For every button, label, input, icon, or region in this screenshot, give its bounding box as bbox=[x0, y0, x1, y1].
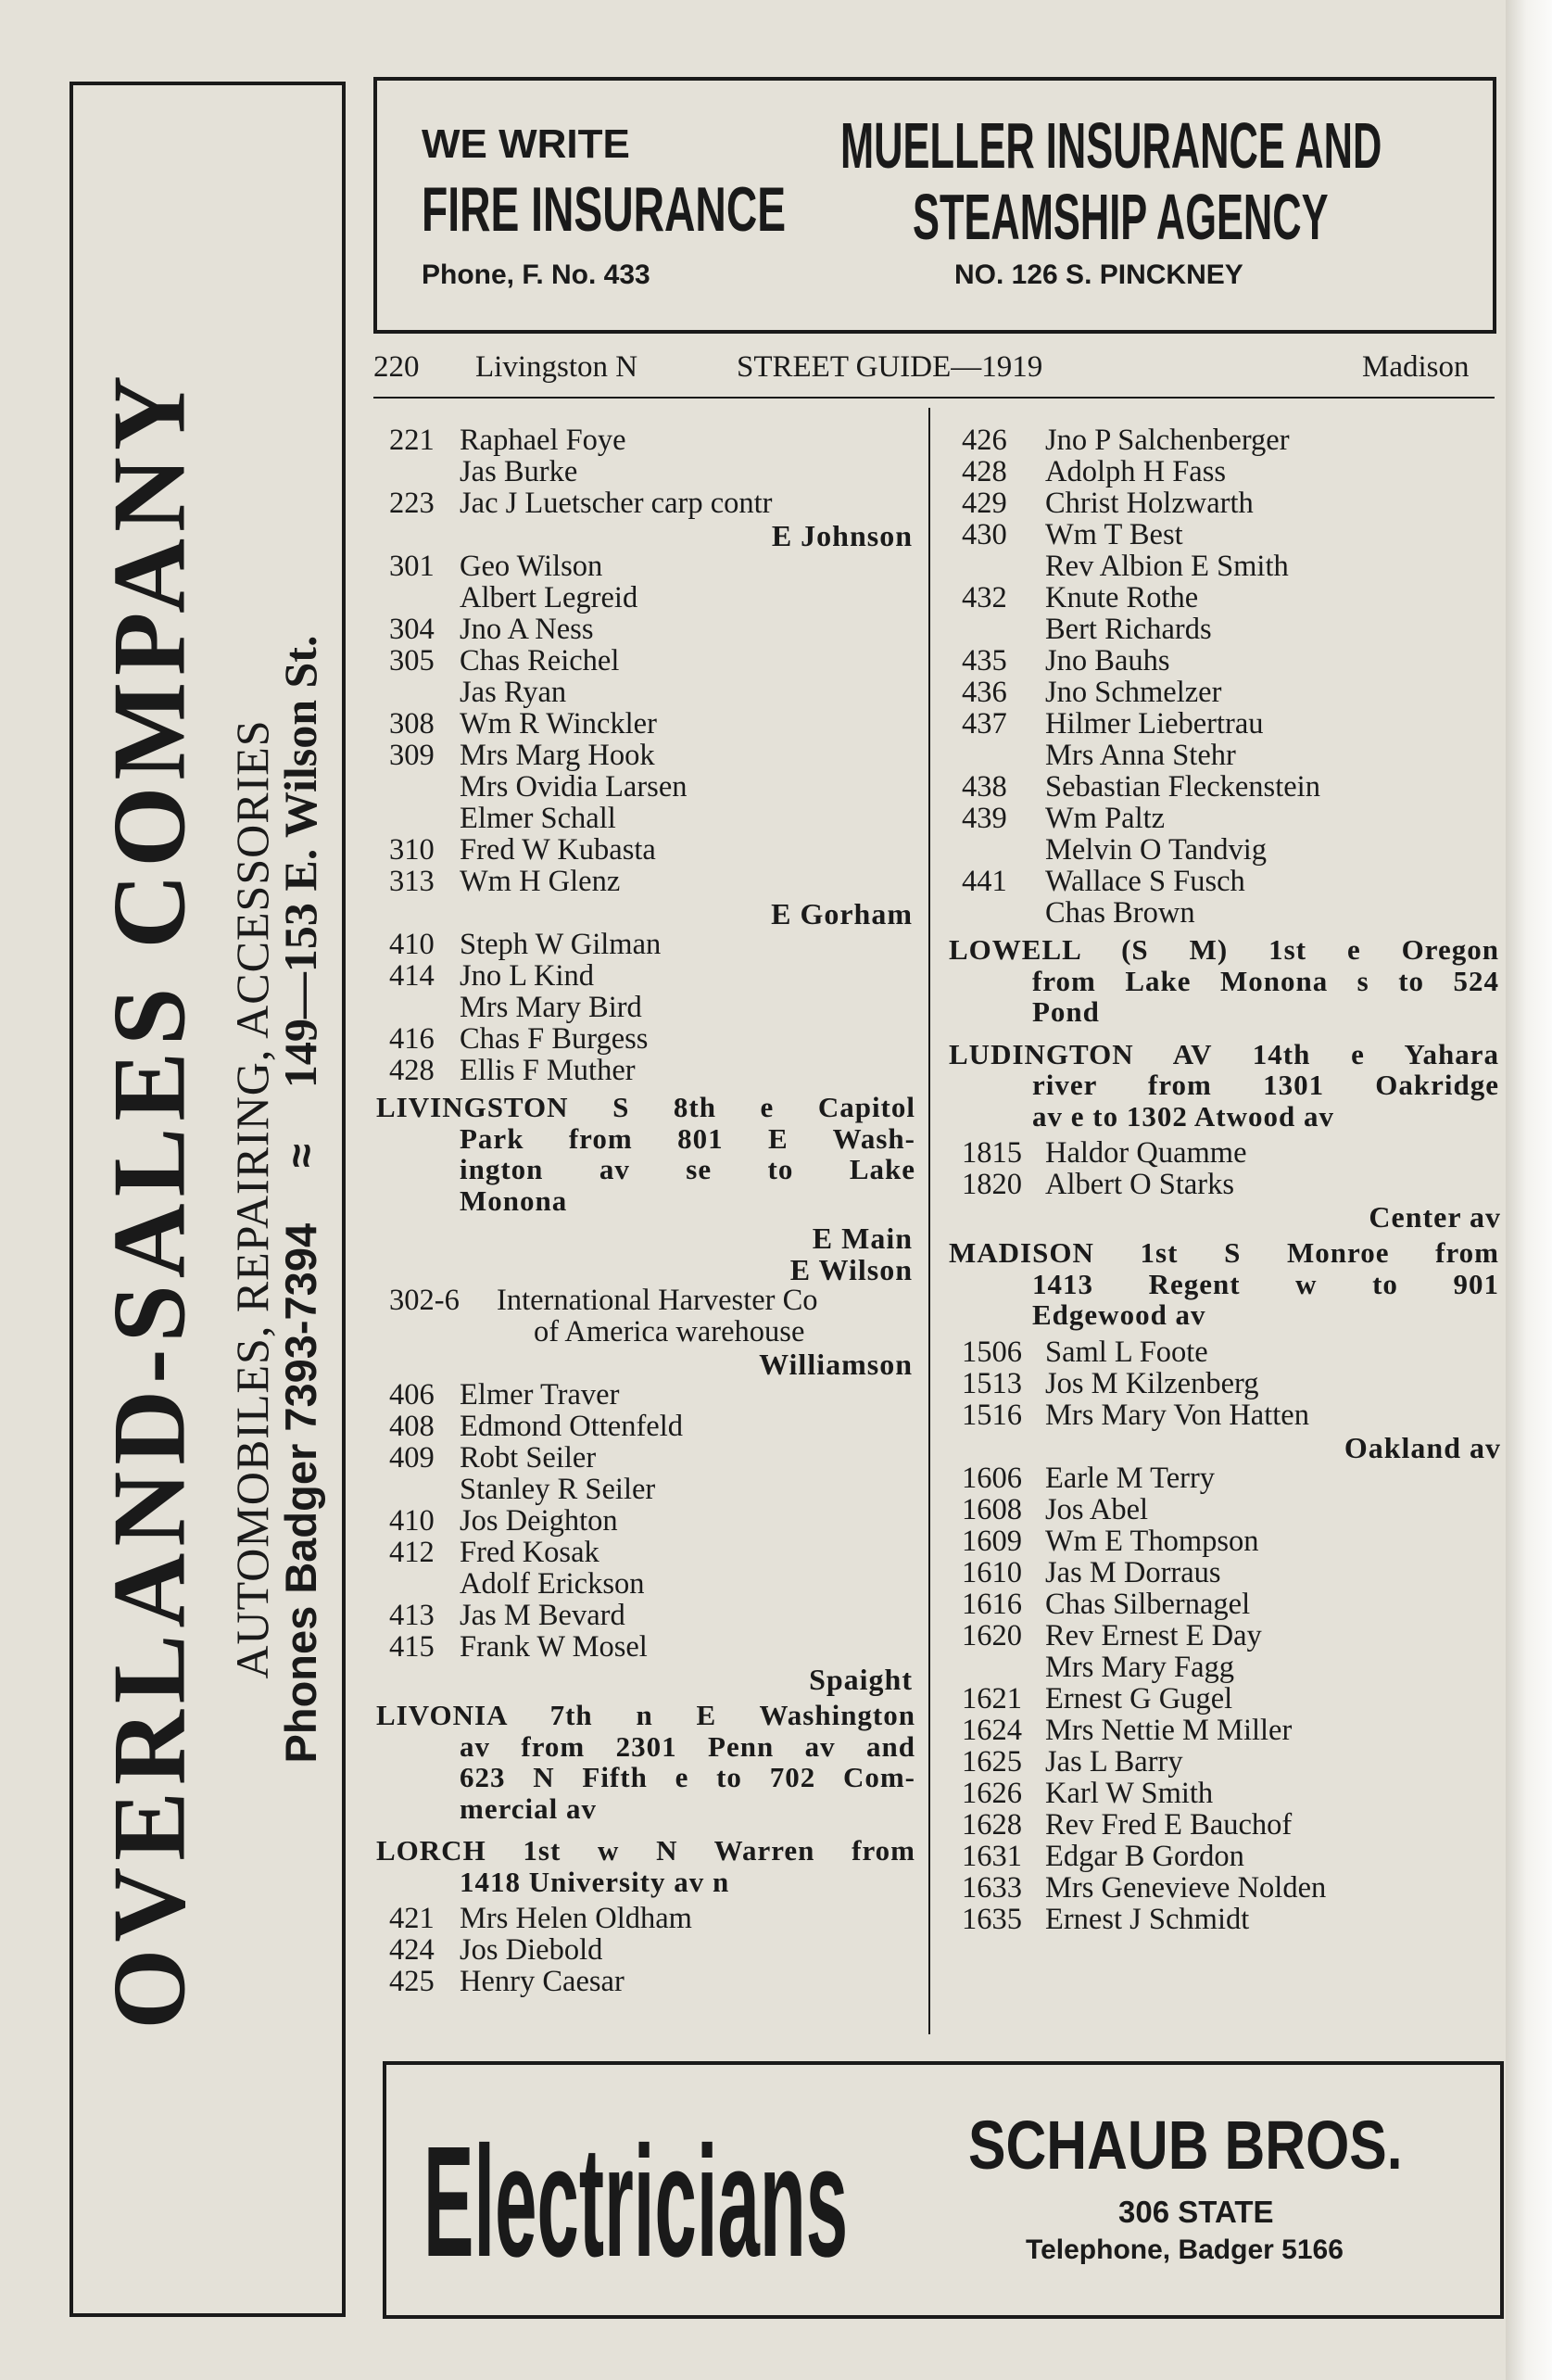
resident-name: Jos Deighton bbox=[460, 1504, 618, 1538]
house-number: 313 bbox=[389, 865, 435, 898]
resident-name: Fred Kosak bbox=[460, 1536, 599, 1569]
street-heading-continuation: Park from 801 E Wash- bbox=[460, 1121, 915, 1155]
side-ad-services: AUTOMOBILES, REPAIRING, ACCESSORIES bbox=[226, 719, 278, 1679]
resident-name: Mrs Marg Hook bbox=[460, 739, 655, 772]
resident-name: Chas Brown bbox=[1045, 896, 1195, 930]
side-ad-company: OVERLAND-SALES COMPANY bbox=[92, 369, 208, 2030]
street-heading bbox=[949, 934, 1499, 1028]
resident-name: Jno A Ness bbox=[460, 613, 594, 646]
side-ad-address: 149—153 E. Wilson St. bbox=[274, 635, 326, 1089]
house-number: 304 bbox=[389, 613, 435, 646]
house-number: 1628 bbox=[962, 1807, 1022, 1842]
resident-name: Mrs Helen Oldham bbox=[460, 1902, 692, 1935]
side-ad-phones: Phones Badger 7393-7394 bbox=[276, 1222, 325, 1764]
side-advertisement bbox=[69, 82, 346, 2317]
resident-name: Edgar B Gordon bbox=[1045, 1839, 1244, 1873]
resident-name: Fred W Kubasta bbox=[460, 833, 656, 867]
resident-name: Chas Silbernagel bbox=[1045, 1587, 1251, 1621]
resident-name: Jno Schmelzer bbox=[1045, 676, 1222, 709]
cross-street-label: Oakland av bbox=[1344, 1430, 1501, 1464]
house-number: 429 bbox=[962, 487, 1007, 520]
house-number: 1621 bbox=[962, 1681, 1022, 1715]
house-number: 1609 bbox=[962, 1524, 1022, 1558]
house-number: 428 bbox=[389, 1054, 435, 1087]
street-heading-continuation: Pond bbox=[1032, 995, 1100, 1028]
resident-name: Steph W Gilman bbox=[460, 928, 662, 961]
resident-name: Wm H Glenz bbox=[460, 865, 621, 898]
city-name: Madison bbox=[1362, 350, 1470, 384]
street-heading-continuation: from Lake Monona s to 524 bbox=[1032, 964, 1499, 997]
house-number: 425 bbox=[389, 1965, 435, 1998]
street-heading bbox=[949, 1039, 1499, 1133]
house-number: 1506 bbox=[962, 1335, 1022, 1369]
resident-name: Jas M Bevard bbox=[460, 1599, 625, 1632]
house-number: 435 bbox=[962, 644, 1007, 677]
resident-name: Ellis F Muther bbox=[460, 1054, 636, 1087]
resident-name: Haldor Quamme bbox=[1045, 1136, 1247, 1170]
resident-name: Jno L Kind bbox=[460, 959, 595, 993]
house-number: 437 bbox=[962, 707, 1007, 741]
house-number: 436 bbox=[962, 676, 1007, 709]
resident-name: Raphael Foye bbox=[460, 424, 626, 457]
street-heading-line: LOWELL (S M) 1st e Oregon bbox=[949, 933, 1499, 966]
house-number: 438 bbox=[962, 770, 1007, 804]
street-heading bbox=[376, 1092, 915, 1216]
house-number: 430 bbox=[962, 518, 1007, 551]
street-heading-continuation: 1413 Regent w to 901 bbox=[1032, 1267, 1499, 1300]
house-number: 409 bbox=[389, 1441, 435, 1475]
house-number: 1631 bbox=[962, 1839, 1022, 1873]
resident-name: Adolph H Fass bbox=[1045, 455, 1227, 488]
running-head: Livingston N bbox=[475, 350, 638, 384]
resident-name: Jos M Kilzenberg bbox=[1045, 1366, 1259, 1400]
house-number: 1610 bbox=[962, 1555, 1022, 1589]
house-number: 1624 bbox=[962, 1713, 1022, 1747]
street-heading-line: LORCH 1st w N Warren from bbox=[376, 1834, 915, 1867]
resident-name: Jno Bauhs bbox=[1045, 644, 1170, 677]
house-number: 309 bbox=[389, 739, 435, 772]
house-number: 432 bbox=[962, 581, 1007, 614]
house-number: 413 bbox=[389, 1599, 435, 1632]
house-number: 406 bbox=[389, 1378, 435, 1412]
house-number: 424 bbox=[389, 1933, 435, 1967]
resident-name: Bert Richards bbox=[1045, 613, 1212, 646]
house-number: 415 bbox=[389, 1630, 435, 1664]
resident-name: Elmer Schall bbox=[460, 802, 616, 835]
resident-name: Ernest G Gugel bbox=[1045, 1681, 1233, 1715]
street-heading bbox=[376, 1700, 915, 1824]
resident-name: Chas F Burgess bbox=[460, 1022, 649, 1056]
resident-name: Frank W Mosel bbox=[460, 1630, 648, 1664]
top-ad-address: NO. 126 S. PINCKNEY bbox=[954, 260, 1243, 290]
street-heading-continuation: 623 N Fifth e to 702 Com- bbox=[460, 1761, 915, 1793]
resident-name: Mrs Mary Von Hatten bbox=[1045, 1398, 1309, 1432]
resident-name: Mrs Genevieve Nolden bbox=[1045, 1870, 1327, 1905]
page-edge bbox=[1506, 0, 1552, 2380]
house-number: 302-6 bbox=[389, 1284, 460, 1317]
street-heading bbox=[949, 1237, 1499, 1331]
house-number: 1626 bbox=[962, 1776, 1022, 1810]
top-ad-company-line2: STEAMSHIP AGENCY bbox=[913, 181, 1329, 253]
top-advertisement bbox=[373, 77, 1496, 334]
resident-name: Mrs Ovidia Larsen bbox=[460, 770, 688, 804]
house-number: 412 bbox=[389, 1536, 435, 1569]
bottom-ad-phone: Telephone, Badger 5166 bbox=[1026, 2234, 1344, 2265]
house-number: 1815 bbox=[962, 1136, 1022, 1170]
resident-name: Jac J Luetscher carp contr bbox=[460, 487, 773, 520]
house-number: 308 bbox=[389, 707, 435, 741]
cross-street-label: Center av bbox=[1369, 1200, 1501, 1234]
street-heading-continuation: river from 1301 Oakridge bbox=[1032, 1069, 1499, 1101]
street-heading-continuation: mercial av bbox=[460, 1791, 598, 1825]
resident-name: Saml L Foote bbox=[1045, 1335, 1208, 1369]
column-divider bbox=[928, 408, 930, 2034]
resident-name: of America warehouse bbox=[534, 1315, 805, 1348]
cross-street-label: E Johnson bbox=[771, 519, 913, 552]
resident-name: Albert Legreid bbox=[460, 581, 638, 614]
street-heading-continuation: av e to 1302 Atwood av bbox=[1032, 1099, 1334, 1133]
street-heading-continuation: Edgewood av bbox=[1032, 1298, 1206, 1331]
house-number: 408 bbox=[389, 1410, 435, 1443]
page-number: 220 bbox=[373, 350, 420, 384]
top-ad-phone: Phone, F. No. 433 bbox=[422, 260, 650, 290]
resident-name: Albert O Starks bbox=[1045, 1168, 1234, 1201]
cross-street-label: E Main bbox=[812, 1222, 913, 1255]
resident-name: Wm E Thompson bbox=[1045, 1524, 1259, 1558]
street-heading bbox=[376, 1835, 915, 1897]
resident-name: Jas M Dorraus bbox=[1045, 1555, 1221, 1589]
street-heading-line: MADISON 1st S Monroe from bbox=[949, 1236, 1499, 1269]
resident-name: Wm R Winckler bbox=[460, 707, 657, 741]
resident-name: Jno P Salchenberger bbox=[1045, 424, 1290, 457]
house-number: 310 bbox=[389, 833, 435, 867]
resident-name: Ernest J Schmidt bbox=[1045, 1902, 1250, 1936]
resident-name: Wm T Best bbox=[1045, 518, 1183, 551]
bottom-ad-electricians: Electricians bbox=[423, 2114, 849, 2290]
house-number: 1820 bbox=[962, 1168, 1022, 1201]
house-number: 441 bbox=[962, 865, 1007, 898]
side-ad-symbol: ≈ bbox=[276, 1144, 325, 1168]
bottom-advertisement bbox=[383, 2061, 1504, 2319]
top-ad-we-write: WE WRITE bbox=[422, 121, 630, 167]
house-number: 1516 bbox=[962, 1398, 1022, 1432]
house-number: 421 bbox=[389, 1902, 435, 1935]
cross-street-label: Spaight bbox=[809, 1663, 913, 1696]
resident-name: International Harvester Co bbox=[497, 1284, 818, 1317]
cross-street-label: E Gorham bbox=[771, 897, 913, 930]
street-heading-continuation: 1418 University av n bbox=[460, 1865, 730, 1898]
cross-street-label: Williamson bbox=[759, 1348, 913, 1381]
house-number: 1608 bbox=[962, 1492, 1022, 1526]
bottom-ad-address: 306 STATE bbox=[1118, 2195, 1274, 2229]
street-heading-line: LIVINGSTON S 8th e Capitol bbox=[376, 1091, 915, 1123]
resident-name: Adolf Erickson bbox=[460, 1567, 645, 1601]
house-number: 305 bbox=[389, 644, 435, 677]
resident-name: Knute Rothe bbox=[1045, 581, 1199, 614]
house-number: 428 bbox=[962, 455, 1007, 488]
street-heading-continuation: av from 2301 Penn av and bbox=[460, 1729, 915, 1763]
resident-name: Jos Abel bbox=[1045, 1492, 1149, 1526]
cross-street-label: E Wilson bbox=[789, 1253, 913, 1286]
resident-name: Melvin O Tandvig bbox=[1045, 833, 1268, 867]
top-ad-fire-insurance: FIRE INSURANCE bbox=[422, 174, 787, 245]
resident-name: Sebastian Fleckenstein bbox=[1045, 770, 1320, 804]
resident-name: Wallace S Fusch bbox=[1045, 865, 1245, 898]
street-heading-line: LIVONIA 7th n E Washington bbox=[376, 1699, 915, 1731]
resident-name: Stanley R Seiler bbox=[460, 1473, 656, 1506]
street-heading-continuation: ington av se to Lake bbox=[460, 1153, 915, 1185]
resident-name: Henry Caesar bbox=[460, 1965, 625, 1998]
resident-name: Wm Paltz bbox=[1045, 802, 1166, 835]
resident-name: Earle M Terry bbox=[1045, 1461, 1216, 1495]
house-number: 301 bbox=[389, 550, 435, 583]
street-heading-continuation: Monona bbox=[460, 1184, 568, 1217]
house-number: 223 bbox=[389, 487, 435, 520]
resident-name: Chas Reichel bbox=[460, 644, 620, 677]
resident-name: Hilmer Liebertrau bbox=[1045, 707, 1264, 741]
resident-name: Elmer Traver bbox=[460, 1378, 620, 1412]
side-ad-contact bbox=[273, 636, 327, 1764]
resident-name: Christ Holzwarth bbox=[1045, 487, 1254, 520]
resident-name: Rev Albion E Smith bbox=[1045, 550, 1289, 583]
house-number: 414 bbox=[389, 959, 435, 993]
house-number: 221 bbox=[389, 424, 435, 457]
resident-name: Jas L Barry bbox=[1045, 1744, 1183, 1779]
resident-name: Rev Fred E Bauchof bbox=[1045, 1807, 1293, 1842]
resident-name: Mrs Mary Bird bbox=[460, 991, 642, 1024]
resident-name: Karl W Smith bbox=[1045, 1776, 1214, 1810]
resident-name: Jas Burke bbox=[460, 455, 578, 488]
resident-name: Mrs Anna Stehr bbox=[1045, 739, 1236, 772]
house-number: 1620 bbox=[962, 1618, 1022, 1652]
resident-name: Edmond Ottenfeld bbox=[460, 1410, 683, 1443]
house-number: 410 bbox=[389, 928, 435, 961]
house-number: 1606 bbox=[962, 1461, 1022, 1495]
page-title: STREET GUIDE—1919 bbox=[737, 350, 1043, 384]
house-number: 1633 bbox=[962, 1870, 1022, 1905]
house-number: 416 bbox=[389, 1022, 435, 1056]
resident-name: Mrs Nettie M Miller bbox=[1045, 1713, 1293, 1747]
resident-name: Robt Seiler bbox=[460, 1441, 597, 1475]
bottom-ad-company: SCHAUB BROS. bbox=[968, 2107, 1403, 2184]
house-number: 426 bbox=[962, 424, 1007, 457]
resident-name: Rev Ernest E Day bbox=[1045, 1618, 1262, 1652]
house-number: 1513 bbox=[962, 1366, 1022, 1400]
house-number: 1635 bbox=[962, 1902, 1022, 1936]
house-number: 1616 bbox=[962, 1587, 1022, 1621]
resident-name: Jas Ryan bbox=[460, 676, 567, 709]
header-rule bbox=[373, 397, 1495, 399]
top-ad-company-line1: MUELLER INSURANCE AND bbox=[840, 109, 1382, 182]
resident-name: Geo Wilson bbox=[460, 550, 603, 583]
house-number: 410 bbox=[389, 1504, 435, 1538]
resident-name: Jos Diebold bbox=[460, 1933, 603, 1967]
house-number: 1625 bbox=[962, 1744, 1022, 1779]
street-heading-line: LUDINGTON AV 14th e Yahara bbox=[949, 1037, 1499, 1070]
resident-name: Mrs Mary Fagg bbox=[1045, 1650, 1235, 1684]
house-number: 439 bbox=[962, 802, 1007, 835]
